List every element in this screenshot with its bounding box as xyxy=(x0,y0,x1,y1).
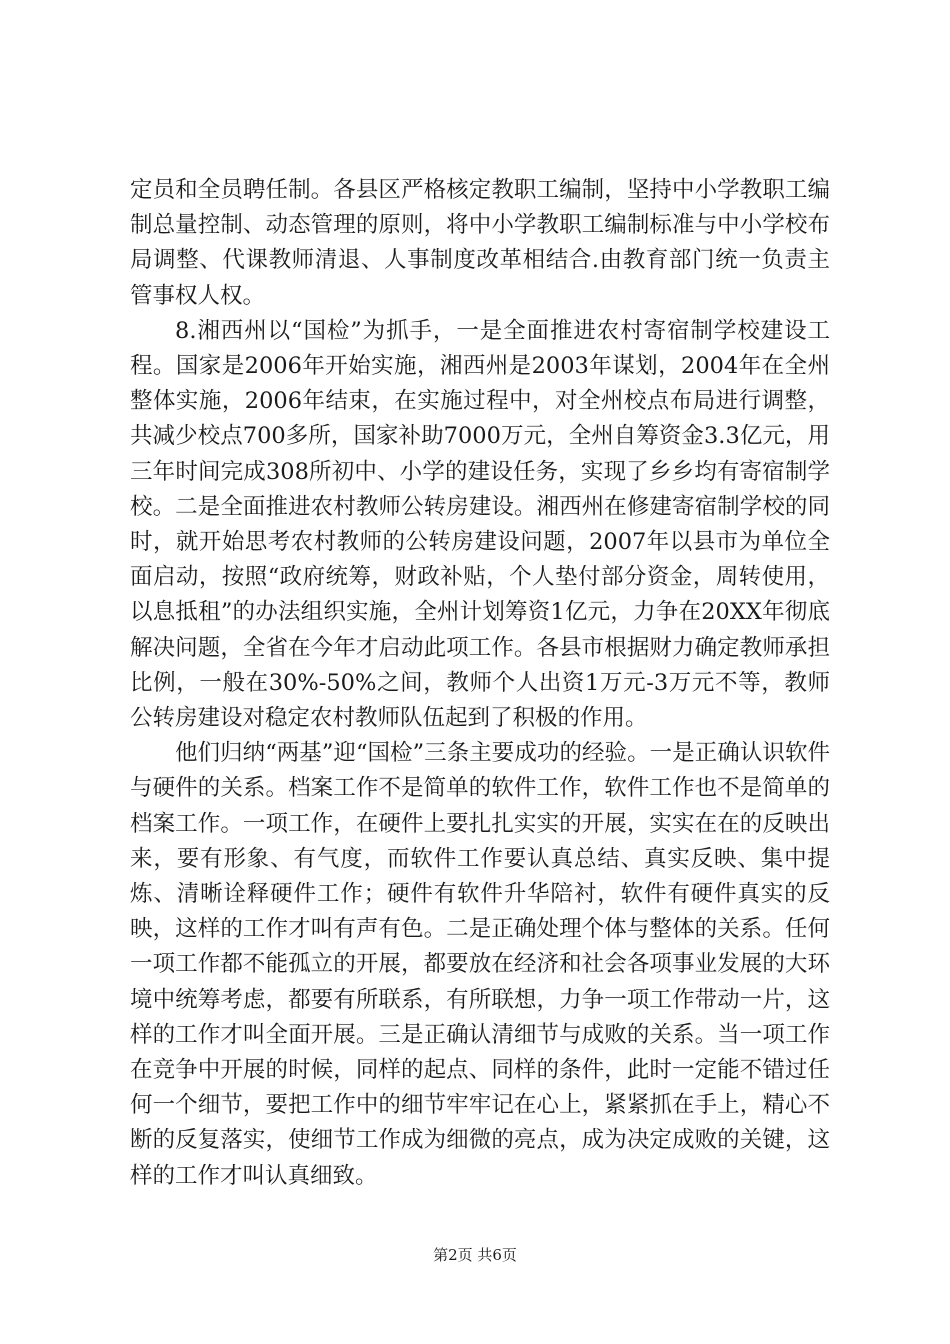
paragraph-item-8: 8.湘西州以“国检”为抓手，一是全面推进农村寄宿制学校建设工程。国家是2006年开始实施，湘西州是2003年谋划，2004年在全州整体实施，2006年结束，在实施过程中，对全州校点布局进行调整，共减少校点700多所，国家补助7000万元，全州自筹资金3.3亿元，用三年时间完成308所初中、小学的建设任务，实现了乡乡均有寄宿制学校。二是全面推进农村教师公转房建设。湘西州在修建寄宿制学校的同时，就开始思考农村教师的公转房建设问题，2007年以县市为单位全面启动，按照“政府统筹，财政补贴，个人垫付部分资金，周转使用，以息抵租”的办法组织实施，全州计划筹资1亿元，力争在20XX年彻底解决问题，全省在今年才启动此项工作。各县市根据财力确定教师承担比例，一般在30%-50%之间，教师个人出资1万元-3万元不等，教师公转房建设对稳定农村教师队伍起到了积极的作用。 xyxy=(130,317,830,732)
paragraph-continued: 定员和全员聘任制。各县区严格核定教职工编制，坚持中小学教职工编制总量控制、动态管理的原则，将中小学教职工编制标准与中小学校布局调整、代课教师清退、人事制度改革相结合.由教育部门统一负责主管事权人权。 xyxy=(130,177,830,309)
page-number-footer: 第2页 共6页 xyxy=(433,1246,517,1264)
paragraph-experience: 他们归纳“两基”迎“国检”三条主要成功的经验。一是正确认识软件与硬件的关系。档案工作不是简单的软件工作，软件工作也不是简单的档案工作。一项工作，在硬件上要扎扎实实的开展，实实在在的反映出来，要有形象、有气度，而软件工作要认真总结、真实反映、集中提炼、清晰诠释硬件工作；硬件有软件升华陪衬，软件有硬件真实的反映，这样的工作才叫有声有色。二是正确处理个体与整体的关系。任何一项工作都不能孤立的开展，都要放在经济和社会各项事业发展的大环境中统筹考虑，都要有所联系，有所联想，力争一项工作带动一片，这样的工作才叫全面开展。三是正确认清细节与成败的关系。当一项工作在竞争中开展的时候，同样的起点、同样的条件，此时一定能不错过任何一个细节，要把工作中的细节牢牢记在心上，紧紧抓在手上，精心不断的反复落实，使细节工作成为细微的亮点，成为决定成败的关键，这样的工作才叫认真细致。 xyxy=(130,740,830,1189)
document-body xyxy=(130,173,830,1194)
